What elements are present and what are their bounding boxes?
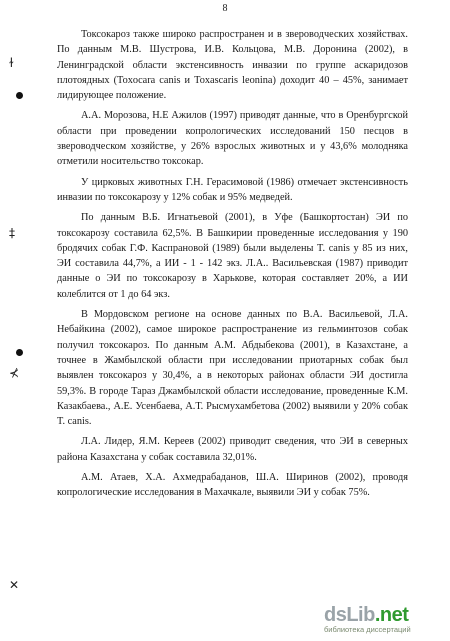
paragraph: А.М. Атаев, Х.А. Ахмедрабаданов, Ш.А. Ширинов (2002), проводя копрологические исследования в Махачкале, выявили ЭИ у собак 75%. [57, 472, 408, 499]
watermark-logo [324, 604, 436, 634]
margin-dot [16, 92, 23, 99]
document-body [57, 27, 408, 506]
paragraph: По данным В.Б. Игнатьевой (2001), в Уфе (Башкортостан) ЭИ по токсокарозу составила 62,5%. В Башкирии проведенные исследования у 190 бродячих собак Г.Ф. Каспрановой (1989) были выделены T. canis у 85 из них, ЭИ составила 44,7%, а ИИ - 1 - 142 экз. Л.А.. Васильевская (1987) приводит данные о ЭИ по токсокарозу в Харькове, которая составляет 20%, а ИИ колеблится от 1 до 64 экз. [57, 212, 408, 300]
paragraph: У цирковых животных Г.Н. Герасимовой (1986) отмечает экстенсивность инвазии по токсокарозу у 12% собак и 95% медведей. [57, 176, 408, 203]
watermark-brand-prefix: dsLib [324, 604, 375, 626]
watermark-brand [324, 604, 436, 627]
margin-mark: ‡ [9, 226, 15, 240]
margin-mark: ✕ [9, 578, 20, 592]
margin-mark: ⊀ [9, 366, 20, 380]
paragraph: Л.А. Лидер, Я.М. Кереев (2002) приводит сведения, что ЭИ в северных района Казахстана у собак составила 32,01%. [57, 436, 408, 463]
watermark-tagline: библиотека диссертаций [324, 625, 411, 634]
page-number: 8 [222, 3, 228, 14]
paragraph: В Мордовском регионе на основе данных по В.А. Васильевой, Л.А. Небайкина (2002), самое широкое распространение из гельминтозов собак получил токсокароз. По данным А.М. Абдыбекова (2001), в Казахстане, а точнее в Жамбылской области при исследовании приотарных собак был выявлен токсокароз у 30,4%, а в некоторых районах области ЭИ достигла 59,3%. В городе Тараз Джамбылской области исследование, проведенные К.М. Казакбаева., А.Е. Усенбаева, А.Т. Рысмухамбетова (2002) выявили у 20% собак T. canis. [57, 309, 408, 428]
paragraph: Токсокароз также широко распространен и в звероводческих хозяйствах. По данным М.В. Шустрова, И.В. Кольцова, М.В. Доронина (2002), в Ленинградской области экстенсивность инвазии по группе аскаридозов плотоядных (Toxocara canis и Toxascaris leonina) доходит 40 – 45%, занимает лидирующее положение. [57, 29, 408, 102]
watermark-brand-suffix: .net [374, 604, 409, 626]
margin-dot [16, 349, 23, 356]
paragraph: А.А. Морозова, Н.Е Ажилов (1997) приводят данные, что в Оренбургской области при проведении копрологических исследований 150 песцов в звероводческом хозяйстве, у 26% взрослых животных и у 43,6% молодняка отметили носительство токсокар. [57, 110, 408, 168]
margin-mark: ɫ [9, 56, 14, 70]
